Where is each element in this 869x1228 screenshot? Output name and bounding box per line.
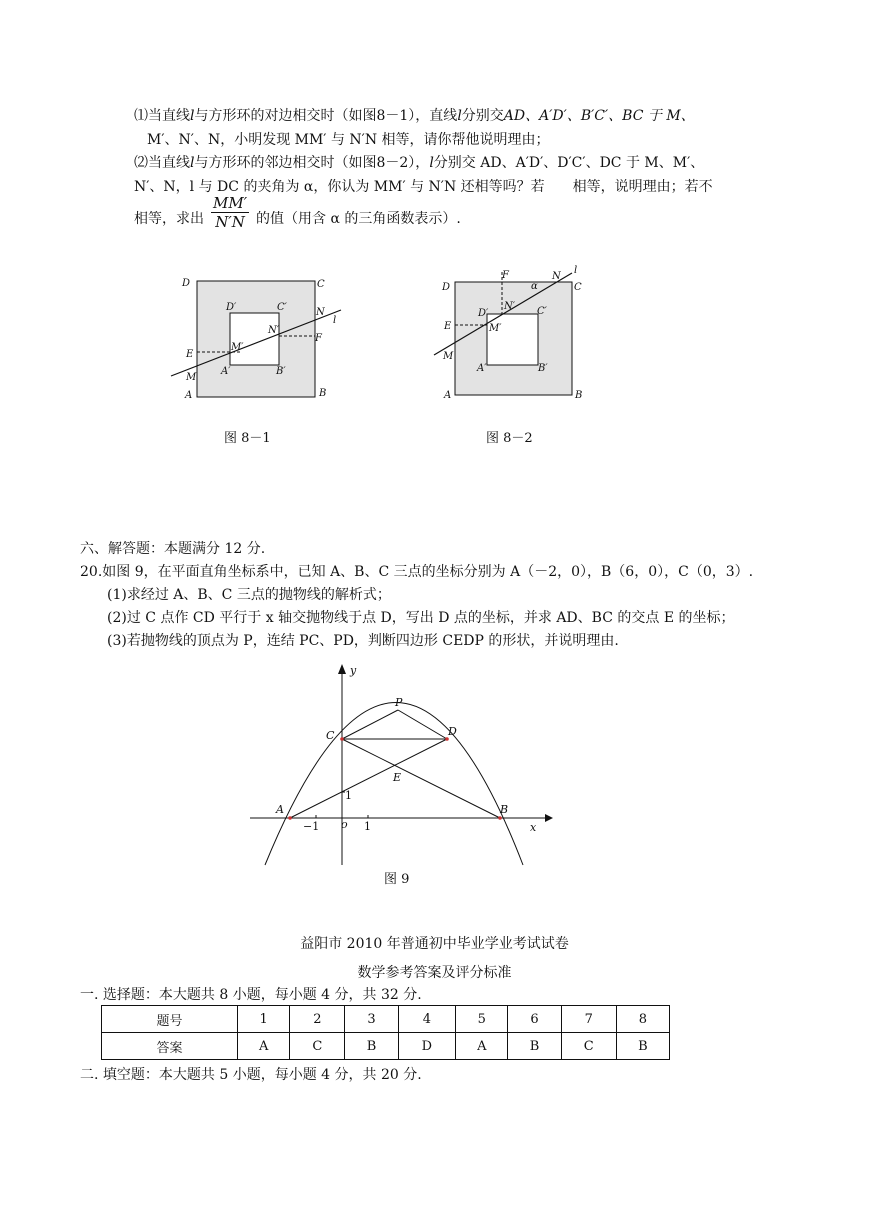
fig81-label-D: D xyxy=(182,278,191,289)
table-cell: C xyxy=(290,1033,345,1060)
fig9-label-one-y: 1 xyxy=(345,789,352,802)
fig81-caption: 图 8－1 xyxy=(224,431,271,446)
answers-section1: 一. 选择题：本大题共 8 小题，每小题 4 分，共 32 分. xyxy=(80,987,422,1003)
fig9-label-A: A xyxy=(276,803,284,816)
fig9-label-y: y xyxy=(350,664,357,677)
fig82-label-Np: N′ xyxy=(504,301,516,312)
fig81-label-l: l xyxy=(333,315,337,326)
q19-part2-line1: ⑵当直线l与方形环的邻边相交时（如图8－2），l分别交 AD、A′D′、D′C′、DC 于 M、M′、 xyxy=(134,155,705,171)
table-cell: 3 xyxy=(345,1006,398,1033)
answers-title: 益阳市 2010 年普通初中毕业学业考试试卷 xyxy=(300,936,569,952)
q19-part2-line3a: 相等，求出 xyxy=(134,211,204,227)
fig9-label-one-x: 1 xyxy=(364,820,371,833)
table-cell: 5 xyxy=(456,1006,508,1033)
fig9-label-E: E xyxy=(393,771,402,784)
q20-intro: 20.如图 9，在平面直角坐标系中，已知 A、B、C 三点的坐标分别为 A（－2，0），B（6，0），C（0，3）. xyxy=(80,564,754,580)
fig81-label-A: A xyxy=(185,390,193,401)
fig9-label-P: P xyxy=(395,696,403,709)
fig82-label-l: l xyxy=(574,265,578,276)
table-cell: A xyxy=(456,1033,508,1060)
fig81-label-Np: N′ xyxy=(268,325,280,336)
fig81-label-Dp: D′ xyxy=(226,302,237,313)
fig82-label-C: C xyxy=(574,282,582,293)
fig82-label-E: E xyxy=(444,321,452,332)
fig82-label-Cp: C′ xyxy=(537,306,547,317)
fig82-label-Ap: A′ xyxy=(477,363,487,374)
fig9-label-x: x xyxy=(530,821,537,834)
fig82-label-Mp: M′ xyxy=(489,323,502,334)
table-row xyxy=(102,1033,670,1060)
q19-part1-line2: M′、N′、N，小明发现 MM′ 与 N′N 相等，请你帮他说明理由； xyxy=(147,132,550,148)
table-cell: 7 xyxy=(561,1006,616,1033)
fig81-label-N: N xyxy=(316,307,325,318)
q20-part1: (1)求经过 A、B、C 三点的抛物线的解析式； xyxy=(107,587,391,603)
fig81-label-Ap: A′ xyxy=(221,366,231,377)
fig9-label-C: C xyxy=(326,729,335,742)
table-cell: C xyxy=(561,1033,616,1060)
q19-part2-line3b: 的值（用含 α 的三角函数表示）. xyxy=(256,211,461,227)
figure-8-2 xyxy=(430,262,600,407)
fig82-label-Bp: B′ xyxy=(538,363,548,374)
fig81-label-M: M xyxy=(186,372,197,383)
table-cell: D xyxy=(398,1033,456,1060)
section6-heading: 六、解答题：本题满分 12 分. xyxy=(80,541,266,557)
fig82-label-D: D xyxy=(442,282,451,293)
table-cell: 8 xyxy=(616,1006,669,1033)
table-row xyxy=(102,1006,670,1033)
fig81-label-F: F xyxy=(315,333,322,344)
table-cell: B xyxy=(508,1033,561,1060)
fig82-label-A: A xyxy=(444,390,452,401)
fig81-label-C: C xyxy=(317,279,325,290)
fig81-label-E: E xyxy=(186,349,194,360)
table-cell: B xyxy=(345,1033,398,1060)
table-cell: A xyxy=(238,1033,290,1060)
figure-9 xyxy=(240,660,560,870)
answers-section2: 二. 填空题：本大题共 5 小题，每小题 4 分，共 20 分. xyxy=(80,1067,422,1083)
fig82-label-alpha: α xyxy=(531,281,538,292)
table-cell: 答案 xyxy=(102,1033,238,1060)
fig9-label-o: o xyxy=(341,818,348,831)
table-cell: 1 xyxy=(238,1006,290,1033)
fig82-label-N: N xyxy=(552,271,561,282)
fig82-label-B: B xyxy=(575,390,583,401)
answers-subtitle: 数学参考答案及评分标准 xyxy=(357,965,512,981)
fig9-label-B: B xyxy=(500,803,509,816)
fig82-label-M: M xyxy=(443,351,454,362)
fig81-label-Mp: M′ xyxy=(231,342,244,353)
answer-table xyxy=(101,1005,670,1060)
table-cell: 2 xyxy=(290,1006,345,1033)
fig81-label-Bp: B′ xyxy=(276,366,286,377)
table-cell: 4 xyxy=(398,1006,456,1033)
fig82-label-Dp: D′ xyxy=(478,308,489,319)
q20-part3: (3)若抛物线的顶点为 P，连结 PC、PD，判断四边形 CEDP 的形状，并说明理由. xyxy=(107,633,619,649)
table-cell: 题号 xyxy=(102,1006,238,1033)
fig82-caption: 图 8－2 xyxy=(486,431,533,446)
fig9-label-minus-one: −1 xyxy=(303,820,320,833)
table-cell: B xyxy=(616,1033,669,1060)
q20-part2: (2)过 C 点作 CD 平行于 x 轴交抛物线于点 D，写出 D 点的坐标，并求 AD、BC 的交点 E 的坐标； xyxy=(107,610,735,626)
q19-part2-line2: N′、N，l 与 DC 的夹角为 α，你认为 MM′ 与 N′N 还相等吗？若 相等，说明理由；若不 xyxy=(134,179,713,195)
q19-part1-line1: ⑴当直线l与方形环的对边相交时（如图8－1），直线l分别交AD、A′D′、B′C′、BC 于 M、 xyxy=(134,108,695,124)
fig81-label-B: B xyxy=(319,388,327,399)
fig81-label-Cp: C′ xyxy=(277,302,287,313)
table-cell: 6 xyxy=(508,1006,561,1033)
fraction-mm-nn: $\frac{MM'}{N'N}$ xyxy=(213,194,248,231)
fig82-label-F: F xyxy=(502,270,509,281)
fig9-caption: 图 9 xyxy=(384,872,410,887)
figure-8-1 xyxy=(160,270,360,410)
fig9-label-D: D xyxy=(448,725,457,738)
